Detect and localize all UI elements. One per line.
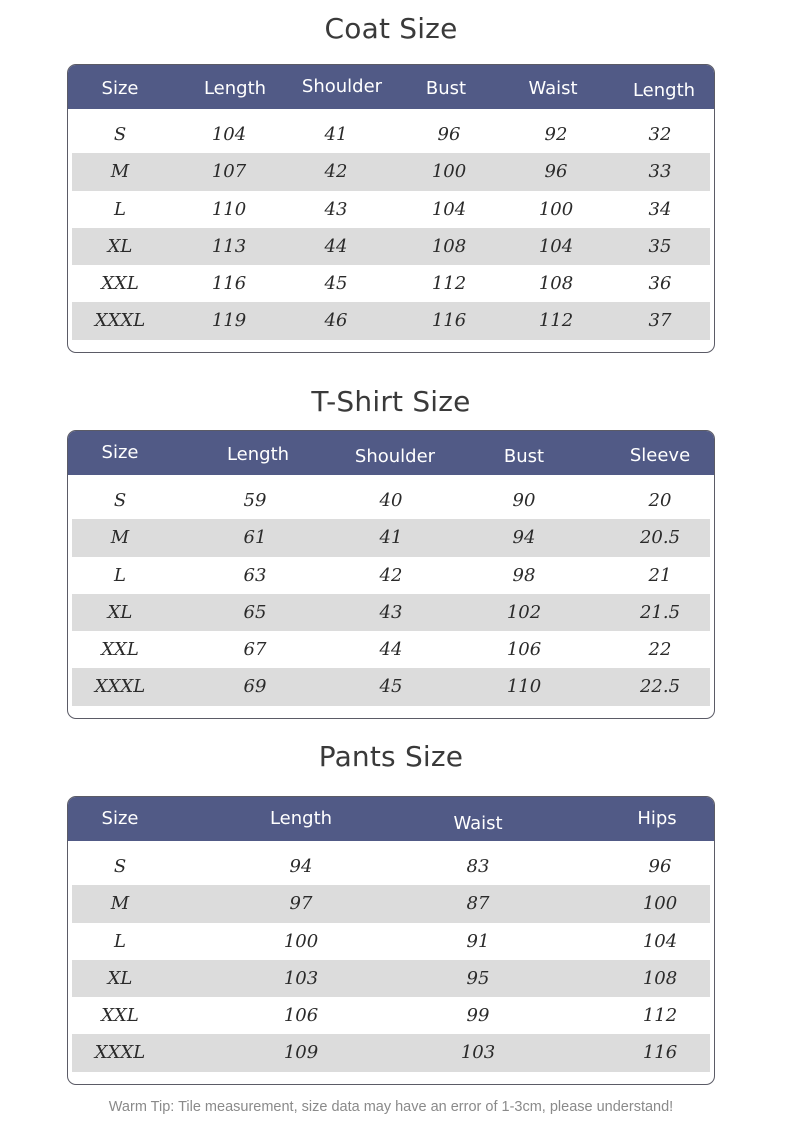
size-cell: L (114, 198, 126, 220)
bust-cell: 96 (437, 124, 461, 145)
sleeve-cell: 22.5 (639, 676, 681, 698)
sleeve-cell: 20 (648, 490, 672, 511)
sleeve-length-cell: 33 (648, 161, 672, 183)
bust-cell: 98 (512, 564, 536, 586)
coat-size-table (67, 64, 715, 353)
size-cell: L (114, 930, 126, 952)
length-cell: 103 (283, 967, 319, 989)
size-cell: XXL (101, 1005, 139, 1027)
waist-cell: 95 (466, 967, 490, 989)
sleeve-cell: 20.5 (639, 527, 681, 549)
table-row (72, 960, 710, 997)
warm-tip-note: Warm Tip: Tile measurement, size data may have an error of 1-3cm, please understand! (108, 1099, 674, 1115)
length-cell: 110 (211, 198, 247, 220)
size-cell: XXL (101, 273, 139, 295)
length-cell: 61 (243, 527, 267, 549)
shoulder-cell: 41 (379, 527, 403, 549)
tshirt-size-table (67, 430, 715, 719)
waist-cell: 96 (544, 161, 568, 183)
bust-cell: 108 (431, 235, 467, 257)
sleeve-cell: 21.5 (639, 601, 681, 623)
bust-cell: 116 (431, 310, 467, 332)
table-row (72, 116, 710, 153)
sleeve-cell: 22 (648, 639, 672, 661)
shoulder-cell: 43 (324, 198, 348, 220)
column-header-waist: Waist (528, 78, 578, 99)
waist-cell: 92 (544, 124, 568, 145)
bust-cell: 100 (431, 161, 467, 183)
table-header (68, 65, 714, 109)
sleeve-length-cell: 34 (648, 198, 672, 220)
table-row (72, 228, 710, 265)
table-row (72, 848, 710, 885)
length-cell: 67 (243, 639, 267, 661)
length-cell: 113 (211, 235, 247, 257)
table-row (72, 997, 710, 1034)
bust-cell: 94 (512, 527, 536, 549)
waist-cell: 104 (538, 235, 574, 257)
shoulder-cell: 44 (379, 639, 403, 661)
sleeve-length-cell: 36 (648, 273, 672, 295)
table-row (72, 594, 710, 631)
column-header-length: Length (203, 78, 267, 99)
table-row (72, 631, 710, 668)
length-cell: 59 (243, 490, 267, 511)
size-cell: S (113, 124, 127, 145)
shoulder-cell: 43 (379, 601, 403, 623)
length-cell: 63 (243, 564, 267, 586)
table-row (72, 191, 710, 228)
table-body (68, 841, 714, 1072)
table-row (72, 153, 710, 190)
shoulder-cell: 41 (324, 124, 348, 145)
column-header-shoulder: Shoulder (301, 76, 383, 97)
size-cell: XL (107, 967, 133, 989)
column-header-waist: Waist (453, 813, 503, 834)
shoulder-cell: 45 (324, 273, 348, 295)
waist-cell: 103 (460, 1042, 496, 1064)
bust-cell: 90 (512, 490, 536, 511)
shoulder-cell: 45 (379, 676, 403, 698)
shoulder-cell: 44 (324, 235, 348, 257)
bust-cell: 110 (506, 676, 542, 698)
hips-cell: 104 (642, 930, 678, 952)
size-cell: XL (107, 601, 133, 623)
table-row (72, 265, 710, 302)
column-header-size: Size (101, 442, 139, 463)
shoulder-cell: 42 (324, 161, 348, 183)
shoulder-cell: 40 (379, 490, 403, 511)
table-row (72, 668, 710, 705)
bust-cell: 104 (431, 198, 467, 220)
column-header-length: Length (269, 808, 333, 829)
hips-cell: 100 (642, 893, 678, 915)
table-body (68, 475, 714, 706)
pants-size-table (67, 796, 715, 1085)
pants-size-title: Pants Size (318, 740, 464, 773)
table-header (68, 797, 714, 841)
size-cell: M (110, 893, 130, 915)
table-row (72, 557, 710, 594)
bust-cell: 112 (431, 273, 467, 295)
column-header-length: Length (226, 444, 290, 465)
table-row (72, 1034, 710, 1071)
waist-cell: 112 (538, 310, 574, 332)
column-header-sleeve-length: Length (632, 80, 696, 101)
column-header-sleeve: Sleeve (629, 445, 691, 466)
column-header-bust: Bust (503, 446, 545, 467)
shoulder-cell: 46 (324, 310, 348, 332)
length-cell: 69 (243, 676, 267, 698)
hips-cell: 96 (648, 856, 672, 877)
waist-cell: 108 (538, 273, 574, 295)
table-row (72, 519, 710, 556)
waist-cell: 99 (466, 1005, 490, 1027)
shoulder-cell: 42 (379, 564, 403, 586)
table-row (72, 923, 710, 960)
sleeve-length-cell: 37 (648, 310, 672, 332)
waist-cell: 83 (466, 856, 490, 877)
length-cell: 107 (211, 161, 247, 183)
table-row (72, 482, 710, 519)
hips-cell: 108 (642, 967, 678, 989)
hips-cell: 116 (642, 1042, 678, 1064)
table-header (68, 431, 714, 475)
size-cell: S (113, 856, 127, 877)
waist-cell: 100 (538, 198, 574, 220)
bust-cell: 106 (506, 639, 542, 661)
length-cell: 97 (289, 893, 313, 915)
size-cell: M (110, 527, 130, 549)
size-cell: XXL (101, 639, 139, 661)
size-cell: XL (107, 235, 133, 257)
sleeve-cell: 21 (648, 564, 672, 586)
length-cell: 94 (289, 856, 313, 877)
sleeve-length-cell: 35 (648, 235, 672, 257)
bust-cell: 102 (506, 601, 542, 623)
size-cell: M (110, 161, 130, 183)
column-header-bust: Bust (425, 78, 467, 99)
column-header-shoulder: Shoulder (354, 446, 436, 467)
size-cell: XXXL (94, 1042, 146, 1064)
column-header-hips: Hips (637, 808, 677, 829)
length-cell: 104 (211, 124, 247, 145)
table-row (72, 885, 710, 922)
tshirt-size-title: T-Shirt Size (311, 385, 471, 418)
length-cell: 109 (283, 1042, 319, 1064)
size-cell: XXXL (94, 310, 146, 332)
length-cell: 100 (283, 930, 319, 952)
table-row (72, 302, 710, 339)
size-cell: XXXL (94, 676, 146, 698)
hips-cell: 112 (642, 1005, 678, 1027)
length-cell: 106 (283, 1005, 319, 1027)
size-cell: S (113, 490, 127, 511)
waist-cell: 87 (466, 893, 490, 915)
waist-cell: 91 (466, 930, 490, 952)
length-cell: 65 (243, 601, 267, 623)
column-header-size: Size (101, 78, 139, 99)
table-body (68, 109, 714, 340)
sleeve-length-cell: 32 (648, 124, 672, 145)
length-cell: 116 (211, 273, 247, 295)
size-cell: L (114, 564, 126, 586)
length-cell: 119 (211, 310, 247, 332)
column-header-size: Size (101, 808, 139, 829)
coat-size-title: Coat Size (324, 12, 458, 45)
